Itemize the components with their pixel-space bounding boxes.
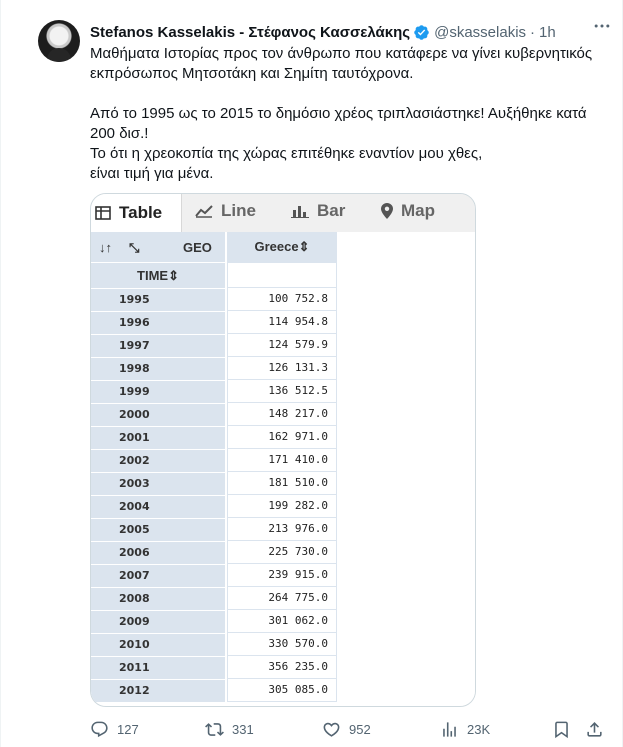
views-count: 23K [467, 721, 491, 737]
views-icon [440, 720, 459, 739]
debt-value-cell: 330 570.0 [227, 633, 337, 656]
table-row [91, 357, 337, 380]
year-cell: 2009 [91, 610, 225, 633]
table-row [91, 541, 337, 564]
tweet-paragraph: Από το 1995 ως το 2015 το δημόσιο χρέος τριπλασιάστηκε! Αυξήθηκε κατά 200 δισ.! Το ότι η χρεοκοπία της χώρας επιτέθηκε εναντίον μου χθες, είναι τιμή για μένα. [90, 105, 587, 182]
year-cell: 2007 [91, 564, 225, 587]
avatar[interactable] [38, 20, 80, 62]
bar-chart-icon [291, 204, 309, 218]
year-cell: 2004 [91, 495, 225, 518]
sort-arrows-icon[interactable]: ⇕ [168, 268, 179, 283]
tab-map[interactable] [381, 194, 435, 228]
reply-button[interactable] [90, 718, 139, 740]
table-row [91, 495, 337, 518]
tab-label: Table [119, 203, 163, 222]
map-pin-icon [381, 203, 393, 219]
year-cell: 2002 [91, 449, 225, 472]
bookmark-button[interactable] [552, 718, 579, 740]
tweet-image[interactable] [90, 193, 476, 707]
year-cell: 2011 [91, 656, 225, 679]
year-cell: 1998 [91, 357, 225, 380]
share-icon [585, 720, 604, 739]
table-row [91, 311, 337, 334]
debt-value-cell: 126 131.3 [227, 357, 337, 380]
year-cell: 2005 [91, 518, 225, 541]
debt-value-cell: 213 976.0 [227, 518, 337, 541]
year-cell: 2006 [91, 541, 225, 564]
table-body [91, 288, 337, 702]
views-button[interactable] [440, 718, 490, 740]
time-label: TIME [137, 268, 169, 283]
debt-value-cell: 225 730.0 [227, 541, 337, 564]
line-chart-icon [195, 204, 213, 218]
geo-header-cell [91, 232, 226, 262]
debt-value-cell: 114 954.8 [227, 311, 337, 334]
tab-line[interactable] [195, 194, 256, 228]
action-bar [90, 718, 610, 740]
debt-value-cell: 301 062.0 [227, 610, 337, 633]
table-row [91, 587, 337, 610]
expand-icon[interactable]: ⤡ [129, 240, 140, 255]
table-row [91, 518, 337, 541]
year-cell: 2001 [91, 426, 225, 449]
table-row [91, 610, 337, 633]
table-row [91, 380, 337, 403]
reply-count: 127 [117, 721, 139, 737]
geo-label: GEO [183, 240, 212, 255]
reply-icon [90, 720, 109, 739]
repost-count: 331 [232, 721, 254, 737]
year-cell: 2008 [91, 587, 225, 610]
debt-value-cell: 181 510.0 [227, 472, 337, 495]
debt-value-cell: 239 915.0 [227, 564, 337, 587]
table-row [91, 656, 337, 679]
debt-value-cell: 100 752.8 [227, 288, 337, 311]
table-row [91, 472, 337, 495]
debt-value-cell: 124 579.9 [227, 334, 337, 357]
like-button[interactable] [322, 718, 371, 740]
debt-value-cell: 356 235.0 [227, 656, 337, 679]
heart-icon [322, 720, 341, 739]
debt-value-cell: 199 282.0 [227, 495, 337, 518]
tab-bar-chart[interactable] [291, 194, 345, 228]
author-handle[interactable]: @skasselakis [434, 23, 527, 41]
share-button[interactable] [585, 718, 612, 740]
year-cell: 2000 [91, 403, 225, 426]
table-row [91, 564, 337, 587]
sort-arrows-icon[interactable]: ⇕ [298, 239, 310, 254]
debt-value-cell: 162 971.0 [227, 426, 337, 449]
table-row [91, 334, 337, 357]
tweet-header [90, 22, 610, 42]
data-table [91, 232, 475, 706]
tweet-text [90, 44, 610, 184]
country-label: Greece [254, 239, 299, 254]
debt-value-cell: 136 512.5 [227, 380, 337, 403]
verified-badge-icon [413, 24, 430, 41]
table-row [91, 679, 337, 702]
table-row [91, 288, 337, 311]
timestamp[interactable]: 1h [539, 23, 556, 41]
tab-label: Line [221, 201, 256, 220]
year-cell: 1997 [91, 334, 225, 357]
repost-button[interactable] [205, 718, 254, 740]
table-row [91, 426, 337, 449]
table-row [91, 633, 337, 656]
like-count: 952 [349, 721, 371, 737]
tab-label: Map [401, 201, 435, 220]
tab-bar [91, 194, 475, 232]
author-name[interactable]: Stefanos Kasselakis - Στέφανος Κασσελάκης [90, 23, 411, 41]
header-spacer [227, 262, 337, 288]
year-cell: 2003 [91, 472, 225, 495]
country-column-header[interactable] [227, 232, 337, 262]
tab-label: Bar [317, 201, 346, 220]
debt-value-cell: 305 085.0 [227, 679, 337, 702]
table-icon [95, 206, 111, 220]
debt-value-cell: 148 217.0 [227, 403, 337, 426]
year-cell: 1995 [91, 288, 225, 311]
time-column-header[interactable] [91, 262, 225, 289]
repost-icon [205, 720, 224, 739]
tweet-paragraph: Μαθήματα Ιστορίας προς τον άνθρωπο που κατάφερε να γίνει κυβερνητικός εκπρόσωπος Μητσοτάκη και Σημίτη ταυτόχρονα. [90, 45, 597, 82]
tab-table[interactable] [91, 194, 182, 232]
separator-dot: · [530, 23, 536, 41]
year-cell: 1996 [91, 311, 225, 334]
bookmark-icon [552, 720, 571, 739]
year-cell: 2010 [91, 633, 225, 656]
year-cell: 2012 [91, 679, 225, 702]
table-row [91, 403, 337, 426]
sort-toggle-icon[interactable]: ↓↑ [99, 240, 112, 255]
year-cell: 1999 [91, 380, 225, 403]
table-row [91, 449, 337, 472]
more-options-icon[interactable] [588, 16, 616, 40]
debt-value-cell: 264 775.0 [227, 587, 337, 610]
debt-value-cell: 171 410.0 [227, 449, 337, 472]
